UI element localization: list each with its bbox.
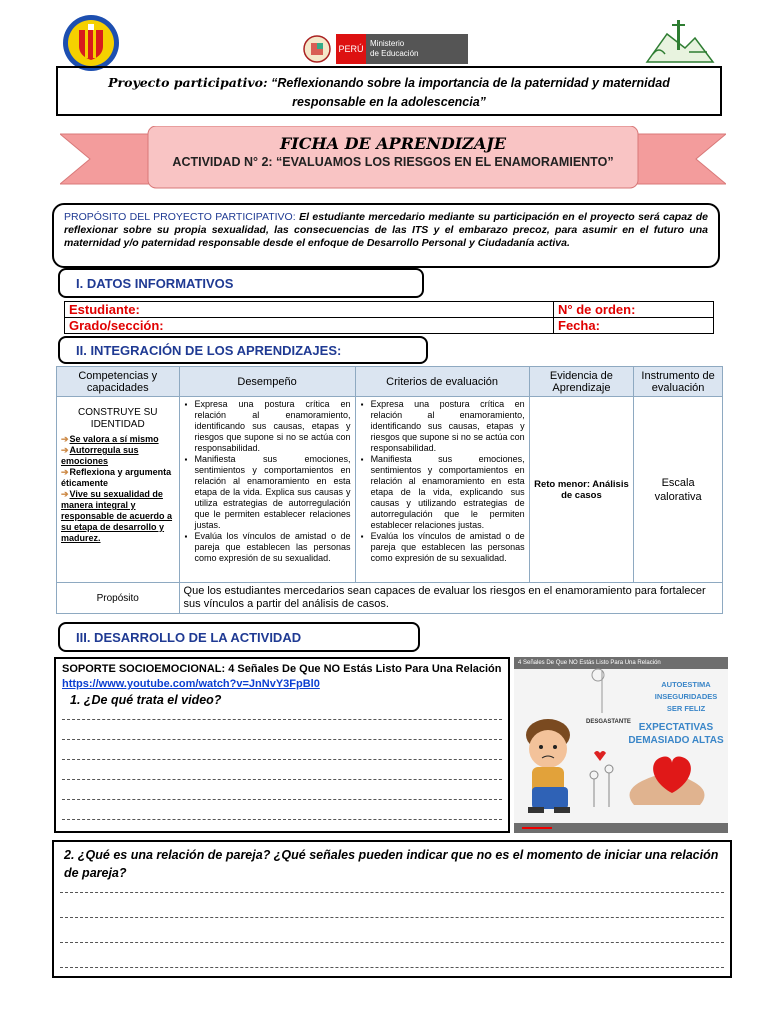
video-tag-3: SER FELIZ (666, 704, 706, 713)
arrow-icon: ➔ (61, 489, 69, 499)
project-title-line1: “Reflexionando sobre la importancia de la paternidad y maternidad (271, 76, 670, 90)
answer-line[interactable] (62, 720, 502, 740)
video-question-box (54, 657, 510, 833)
answer-line[interactable] (60, 882, 724, 893)
arrow-icon: ➔ (61, 445, 69, 455)
orden-field: N° de orden: (554, 302, 714, 318)
video-big-1: EXPECTATIVAS (638, 722, 714, 733)
purpose-box (52, 203, 720, 268)
desempeno-cell (179, 397, 355, 583)
header-criterios: Criterios de evaluación (355, 367, 529, 397)
desempeno-item: ▪ Evalúa los vínculos de amistad o de pareja que establecen las personas como expresión de su sexualidad. (195, 531, 351, 564)
soporte-title: SOPORTE SOCIOEMOCIONAL: 4 Señales De Que NO Estás Listo Para Una Relación (62, 663, 502, 675)
competencia-cell (57, 397, 180, 583)
answer-line[interactable] (62, 740, 502, 760)
evidencia-cell: Reto menor: Análisis de casos (529, 397, 634, 583)
header-desempeno: Desempeño (179, 367, 355, 397)
estudiante-field: Estudiante: (65, 302, 554, 318)
aprendizajes-table (56, 366, 723, 614)
arrow-icon: ➔ (61, 434, 69, 444)
header-instrumento: Instrumento de evaluación (634, 367, 723, 397)
ministry-label-2: de Educación (370, 49, 419, 58)
answer-line[interactable] (60, 893, 724, 918)
video-tag-2: INSEGURIDADES (654, 692, 718, 701)
answer-line[interactable] (60, 918, 724, 943)
section-2-title: II. INTEGRACIÓN DE LOS APRENDIZAJES: (58, 336, 428, 364)
criterio-item: ▪ Manifiesta sus emociones, sentimientos y comportamientos en relación al enamoramiento en esta etapa de la vida, explicando sus causas y utilizando estrategias de autorregulación que le permiten establecer relaciones justas. (371, 454, 525, 531)
capacidad-item: ➔Autorregula sus emociones (61, 445, 139, 466)
header-competencias: Competencias y capacidades (57, 367, 180, 397)
video-thumbnail[interactable] (514, 657, 728, 833)
ministry-label-1: Ministerio (370, 39, 405, 48)
city-landmark-icon (645, 14, 715, 64)
datos-table (64, 301, 714, 334)
instrumento-cell: Escala valorativa (634, 397, 723, 583)
criterio-item: ▪ Expresa una postura crítica en relación al enamoramiento, identificando sus causas, etapas y riesgos que supone si no se actúa con responsabilidad. (371, 399, 525, 454)
video-link[interactable]: https://www.youtube.com/watch?v=JnNvY3FpBl0 (62, 678, 320, 690)
arrow-icon: ➔ (61, 467, 69, 477)
question-2-box (52, 840, 732, 978)
proposito-label: Propósito (57, 583, 180, 614)
answer-line[interactable] (62, 760, 502, 780)
answer-line[interactable] (62, 800, 502, 820)
minedu-logo (336, 34, 468, 64)
capacidad-item: ➔Reflexiona y argumenta éticamente (61, 467, 172, 488)
question-2: 2. ¿Qué es una relación de pareja? ¿Qué señales pueden indicar que no es el momento de iniciar una relación de pareja? (64, 848, 719, 880)
capacidades-list (61, 434, 175, 544)
banner-subtitle: ACTIVIDAD N° 2: “EVALUAMOS LOS RIESGOS EN EL ENAMORAMIENTO” (172, 155, 614, 169)
video-top-caption: 4 Señales De Que NO Estás Listo Para Una Relación (514, 657, 728, 669)
capacidad-item: ➔Vive su sexualidad de manera integral y responsable de acuerdo a su etapa de desarrollo y madurez. (61, 489, 173, 543)
section-3-title: III. DESARROLLO DE LA ACTIVIDAD (58, 622, 420, 652)
project-title-box (56, 66, 722, 116)
grado-field: Grado/sección: (65, 318, 554, 334)
fecha-field: Fecha: (554, 318, 714, 334)
peru-coat-of-arms-icon (300, 34, 334, 64)
desempeno-item: ▪ Manifiesta sus emociones, sentimientos y comportamientos en relación al enamoramiento en esta etapa de la vida. Explica sus causas y utiliza estrategias de autorregulación que le permiten establecer relaciones justas. (195, 454, 351, 531)
purpose-text: El estudiante mercedario mediante su participación en el proyecto será capaz de reflexionar sobre su propia sexualidad, las consecuencias de las ITS y el embarazo precoz, para asumir en el futuro una maternidad y/o paternidad responsable desde el enfoque de Desarrollo Personal y Ciudadanía activa. (64, 211, 708, 249)
school-crest-icon (62, 14, 120, 72)
proposito-text: Que los estudiantes mercedarios sean capaces de evaluar los riesgos en el enamoramiento para fortalecer sus vínculos a partir del análisis de casos. (179, 583, 722, 614)
criterios-cell (355, 397, 529, 583)
answer-line[interactable] (62, 707, 502, 720)
capacidad-item: ➔Se valora a sí mismo (61, 434, 159, 444)
section-1-title: I. DATOS INFORMATIVOS (58, 268, 424, 298)
purpose-label: PROPÓSITO DEL PROYECTO PARTICIPATIVO: (64, 211, 296, 223)
video-desgastante: DESGASTANTE (586, 719, 631, 725)
video-big-2: DEMASIADO ALTAS (628, 735, 724, 746)
competencia-name: CONSTRUYE SU IDENTIDAD (78, 407, 158, 430)
question-1: 1. ¿De qué trata el video? (70, 693, 222, 707)
criterio-item: ▪ Evalúa los vínculos de amistad o de pareja que establecen las personas como expresión de su sexualidad. (371, 531, 525, 564)
answer-line[interactable] (62, 780, 502, 800)
desempeno-item: ▪ Expresa una postura crítica en relación al enamoramiento, identificando sus causas, etapas y riesgos que supone si no se actúa con responsabilidad. (195, 399, 351, 454)
project-label: Proyecto participativo: (108, 75, 268, 90)
peru-label: PERÚ (336, 34, 366, 64)
header-evidencia: Evidencia de Aprendizaje (529, 367, 634, 397)
video-tag-1: AUTOESTIMA (661, 680, 711, 689)
activity-banner (60, 126, 726, 196)
banner-title: FICHA DE APRENDIZAJE (279, 134, 507, 153)
project-title-line2: responsable en la adolescencia” (292, 95, 486, 109)
answer-line[interactable] (60, 943, 724, 968)
